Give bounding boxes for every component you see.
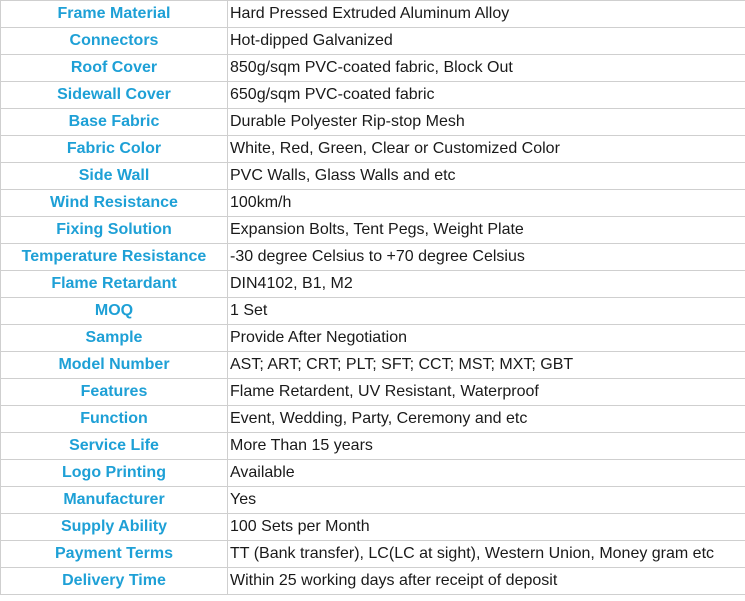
row-label-model-number: Model Number	[1, 352, 228, 379]
row-label-logo-printing: Logo Printing	[1, 460, 228, 487]
table-row	[1, 244, 745, 271]
row-label-fabric-color: Fabric Color	[1, 136, 228, 163]
row-value-wind-resistance: 100km/h	[228, 190, 745, 217]
table-row	[1, 568, 745, 595]
row-value-function: Event, Wedding, Party, Ceremony and etc	[228, 406, 745, 433]
row-value-sample: Provide After Negotiation	[228, 325, 745, 352]
spec-table-body	[1, 1, 745, 595]
table-row	[1, 217, 745, 244]
row-value-fixing-solution: Expansion Bolts, Tent Pegs, Weight Plate	[228, 217, 745, 244]
row-label-features: Features	[1, 379, 228, 406]
table-row	[1, 163, 745, 190]
table-row	[1, 487, 745, 514]
table-row	[1, 271, 745, 298]
row-value-frame-material: Hard Pressed Extruded Aluminum Alloy	[228, 1, 745, 28]
row-label-roof-cover: Roof Cover	[1, 55, 228, 82]
row-label-temperature-resistance: Temperature Resistance	[1, 244, 228, 271]
table-row	[1, 541, 745, 568]
row-label-service-life: Service Life	[1, 433, 228, 460]
table-row	[1, 433, 745, 460]
row-value-service-life: More Than 15 years	[228, 433, 745, 460]
row-value-logo-printing: Available	[228, 460, 745, 487]
row-value-delivery-time: Within 25 working days after receipt of deposit	[228, 568, 745, 595]
row-label-sidewall-cover: Sidewall Cover	[1, 82, 228, 109]
row-label-payment-terms: Payment Terms	[1, 541, 228, 568]
table-row	[1, 109, 745, 136]
table-row	[1, 298, 745, 325]
row-label-flame-retardant: Flame Retardant	[1, 271, 228, 298]
row-label-delivery-time: Delivery Time	[1, 568, 228, 595]
table-row	[1, 514, 745, 541]
row-value-base-fabric: Durable Polyester Rip-stop Mesh	[228, 109, 745, 136]
row-value-connectors: Hot-dipped Galvanized	[228, 28, 745, 55]
row-label-supply-ability: Supply Ability	[1, 514, 228, 541]
row-label-side-wall: Side Wall	[1, 163, 228, 190]
row-label-fixing-solution: Fixing Solution	[1, 217, 228, 244]
row-value-manufacturer: Yes	[228, 487, 745, 514]
table-row	[1, 28, 745, 55]
table-row	[1, 379, 745, 406]
row-label-moq: MOQ	[1, 298, 228, 325]
row-value-side-wall: PVC Walls, Glass Walls and etc	[228, 163, 745, 190]
row-value-payment-terms: TT (Bank transfer), LC(LC at sight), Western Union, Money gram etc	[228, 541, 745, 568]
table-row	[1, 460, 745, 487]
row-value-sidewall-cover: 650g/sqm PVC-coated fabric	[228, 82, 745, 109]
row-value-features: Flame Retardent, UV Resistant, Waterproof	[228, 379, 745, 406]
table-row	[1, 136, 745, 163]
table-row	[1, 325, 745, 352]
table-row	[1, 190, 745, 217]
row-value-roof-cover: 850g/sqm PVC-coated fabric, Block Out	[228, 55, 745, 82]
row-label-wind-resistance: Wind Resistance	[1, 190, 228, 217]
row-label-connectors: Connectors	[1, 28, 228, 55]
row-label-sample: Sample	[1, 325, 228, 352]
row-value-fabric-color: White, Red, Green, Clear or Customized Color	[228, 136, 745, 163]
table-row	[1, 55, 745, 82]
row-label-manufacturer: Manufacturer	[1, 487, 228, 514]
row-value-flame-retardant: DIN4102, B1, M2	[228, 271, 745, 298]
table-row	[1, 82, 745, 109]
row-label-function: Function	[1, 406, 228, 433]
row-value-moq: 1 Set	[228, 298, 745, 325]
row-label-frame-material: Frame Material	[1, 1, 228, 28]
row-value-model-number: AST; ART; CRT; PLT; SFT; CCT; MST; MXT; GBT	[228, 352, 745, 379]
table-row	[1, 352, 745, 379]
row-label-base-fabric: Base Fabric	[1, 109, 228, 136]
row-value-supply-ability: 100 Sets per Month	[228, 514, 745, 541]
row-value-temperature-resistance: -30 degree Celsius to +70 degree Celsius	[228, 244, 745, 271]
table-row	[1, 1, 745, 28]
table-row	[1, 406, 745, 433]
